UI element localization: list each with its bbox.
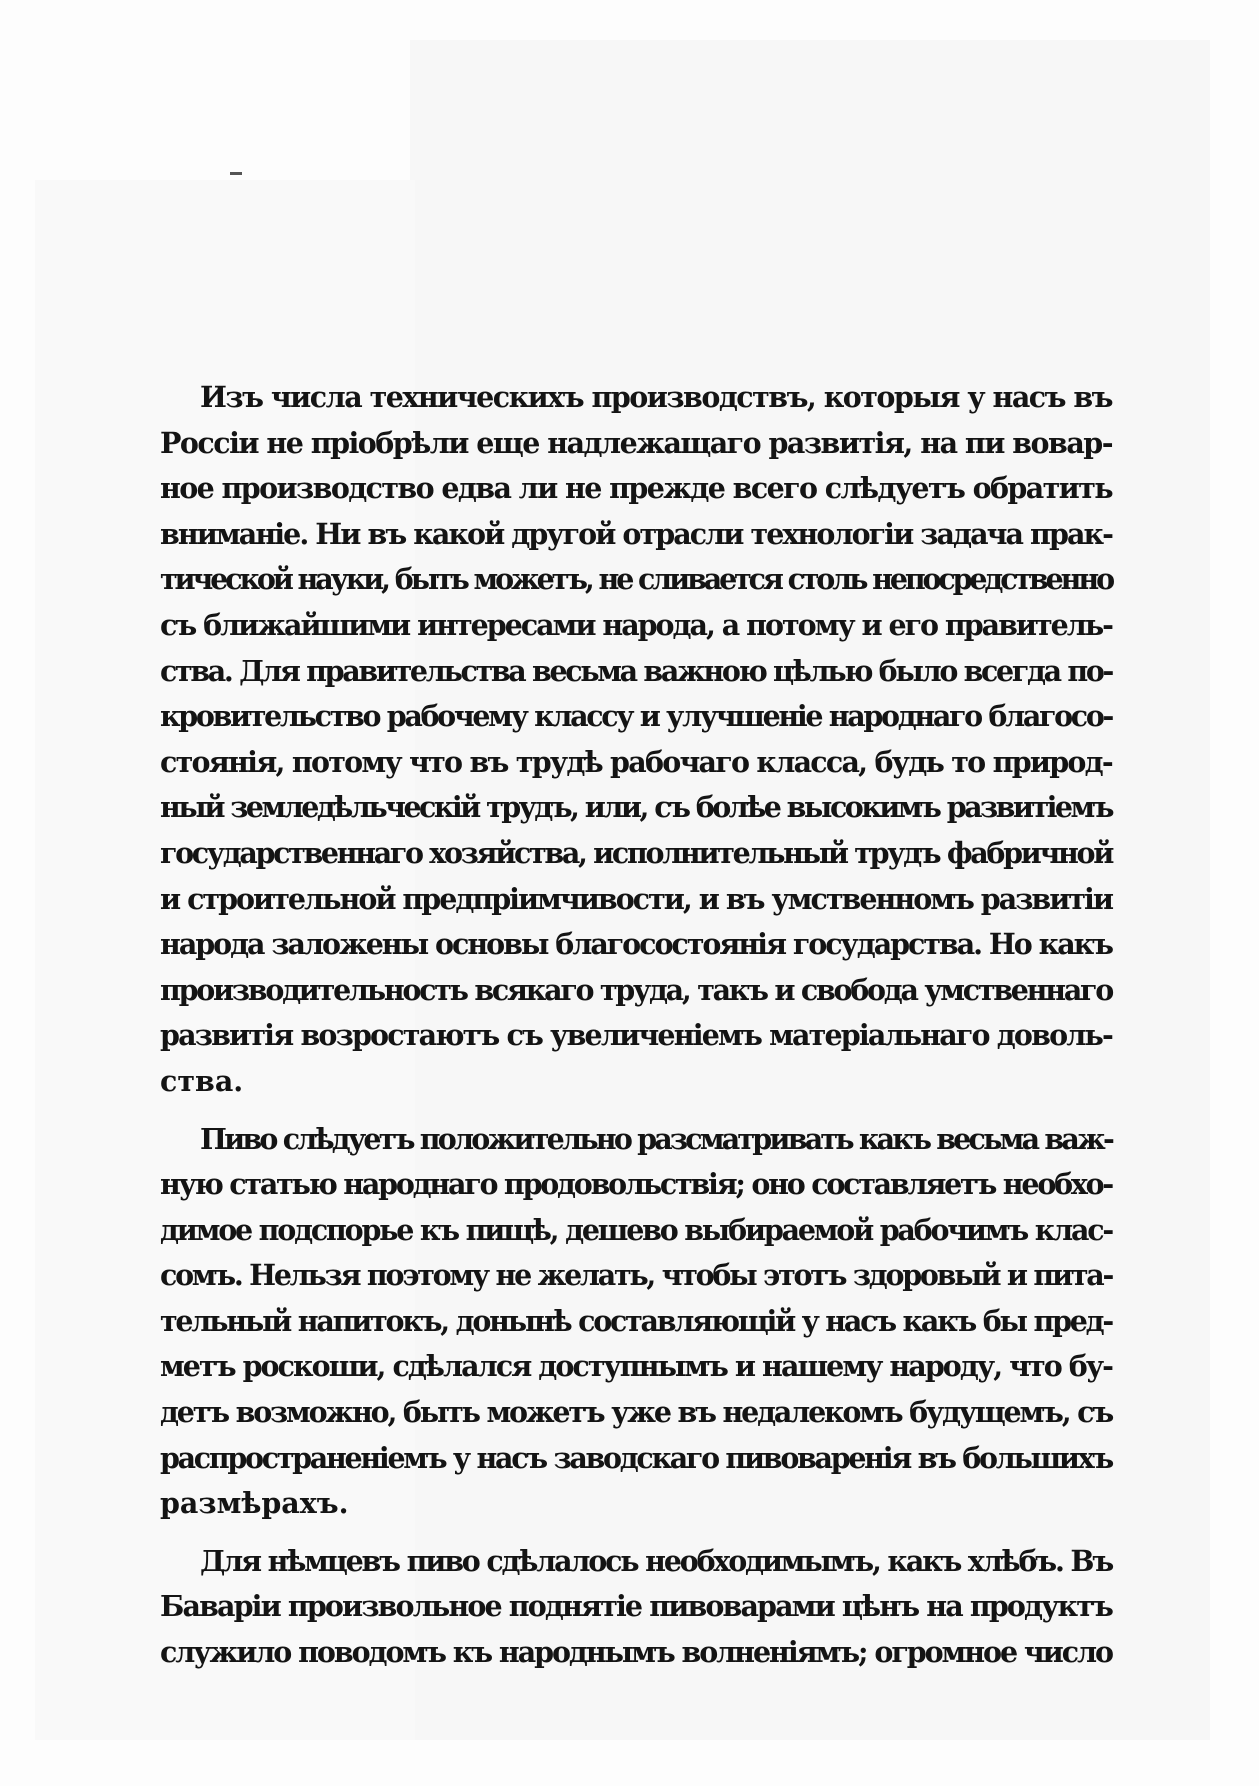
text-line: Россіи не пріобрѣли еще надлежащаго развитія, на пи вовар-: [160, 425, 1112, 460]
text-line: Для нѣмцевъ пиво сдѣлалось необходимымъ, какъ хлѣбъ. Въ: [200, 1543, 1112, 1578]
paragraph: [160, 1539, 1112, 1676]
text-line: народа заложены основы благосостоянія государства. Но какъ: [160, 927, 1113, 962]
text-line: димое подспорье къ пищѣ, дешево выбираемой рабочимъ клас-: [160, 1212, 1112, 1247]
text-line: тической науки, быть можетъ, не сливается столь непосредственно: [160, 562, 1112, 597]
text-line: ное производство едва ли не прежде всего слѣдуетъ обратить: [160, 471, 1112, 506]
text-line: Изъ числа техническихъ производствъ, которыя у насъ въ: [200, 380, 1112, 414]
text-line: метъ роскоши, сдѣлался доступнымъ и нашему народу, что бу-: [160, 1349, 1112, 1384]
text-line: ный земледѣльческій трудъ, или, съ болѣе высокимъ развитіемъ: [160, 790, 1112, 825]
text-line: Пиво слѣдуетъ положительно разсматривать какъ весьма важ-: [200, 1121, 1112, 1156]
text-line: тельный напитокъ, донынѣ составляющій у насъ какъ бы пред-: [160, 1303, 1112, 1338]
text-line: и строительной предпріимчивости, и въ умственномъ развитіи: [160, 881, 1112, 916]
paragraph: [160, 1117, 1112, 1527]
text-line: ства. Для правительства весьма важною цѣлью было всегда по-: [160, 653, 1113, 688]
paragraph: [160, 375, 1112, 1105]
text-line: вниманіе. Ни въ какой другой отрасли технологіи задача прак-: [160, 516, 1112, 551]
text-line: ства.: [160, 1063, 244, 1098]
text-line: развитія возростаютъ съ увеличеніемъ матеріальнаго доволь-: [160, 1018, 1112, 1053]
text-line: производительность всякаго труда, такъ и свобода умственнаго: [160, 972, 1112, 1007]
ink-speck: [230, 172, 242, 175]
text-line: ную статью народнаго продовольствія; оно составляетъ необхо-: [160, 1167, 1112, 1202]
text-line: кровительство рабочему классу и улучшеніе народнаго благосо-: [160, 699, 1112, 734]
text-line: сомъ. Нельзя поэтому не желать, чтобы этотъ здоровый и пита-: [160, 1258, 1112, 1293]
text-line: съ ближайшими интересами народа, а потому и его правитель-: [160, 607, 1112, 642]
text-line: государственнаго хозяйства, исполнительный трудъ фабричной: [160, 835, 1112, 870]
text-line: размѣрахъ.: [160, 1486, 349, 1521]
text-line: детъ возможно, быть можетъ уже въ недалекомъ будущемъ, съ: [160, 1395, 1112, 1430]
text-line: служило поводомъ къ народнымъ волненіямъ; огромное число: [160, 1635, 1112, 1670]
body-text: [160, 375, 1112, 1676]
text-line: распространеніемъ у насъ заводскаго пивоваренія въ большихъ: [160, 1440, 1112, 1475]
text-line: стоянія, потому что въ трудѣ рабочаго класса, будь то природ-: [160, 744, 1112, 779]
text-line: Баваріи произвольное поднятіе пивоварами цѣнъ на продуктъ: [160, 1589, 1112, 1624]
